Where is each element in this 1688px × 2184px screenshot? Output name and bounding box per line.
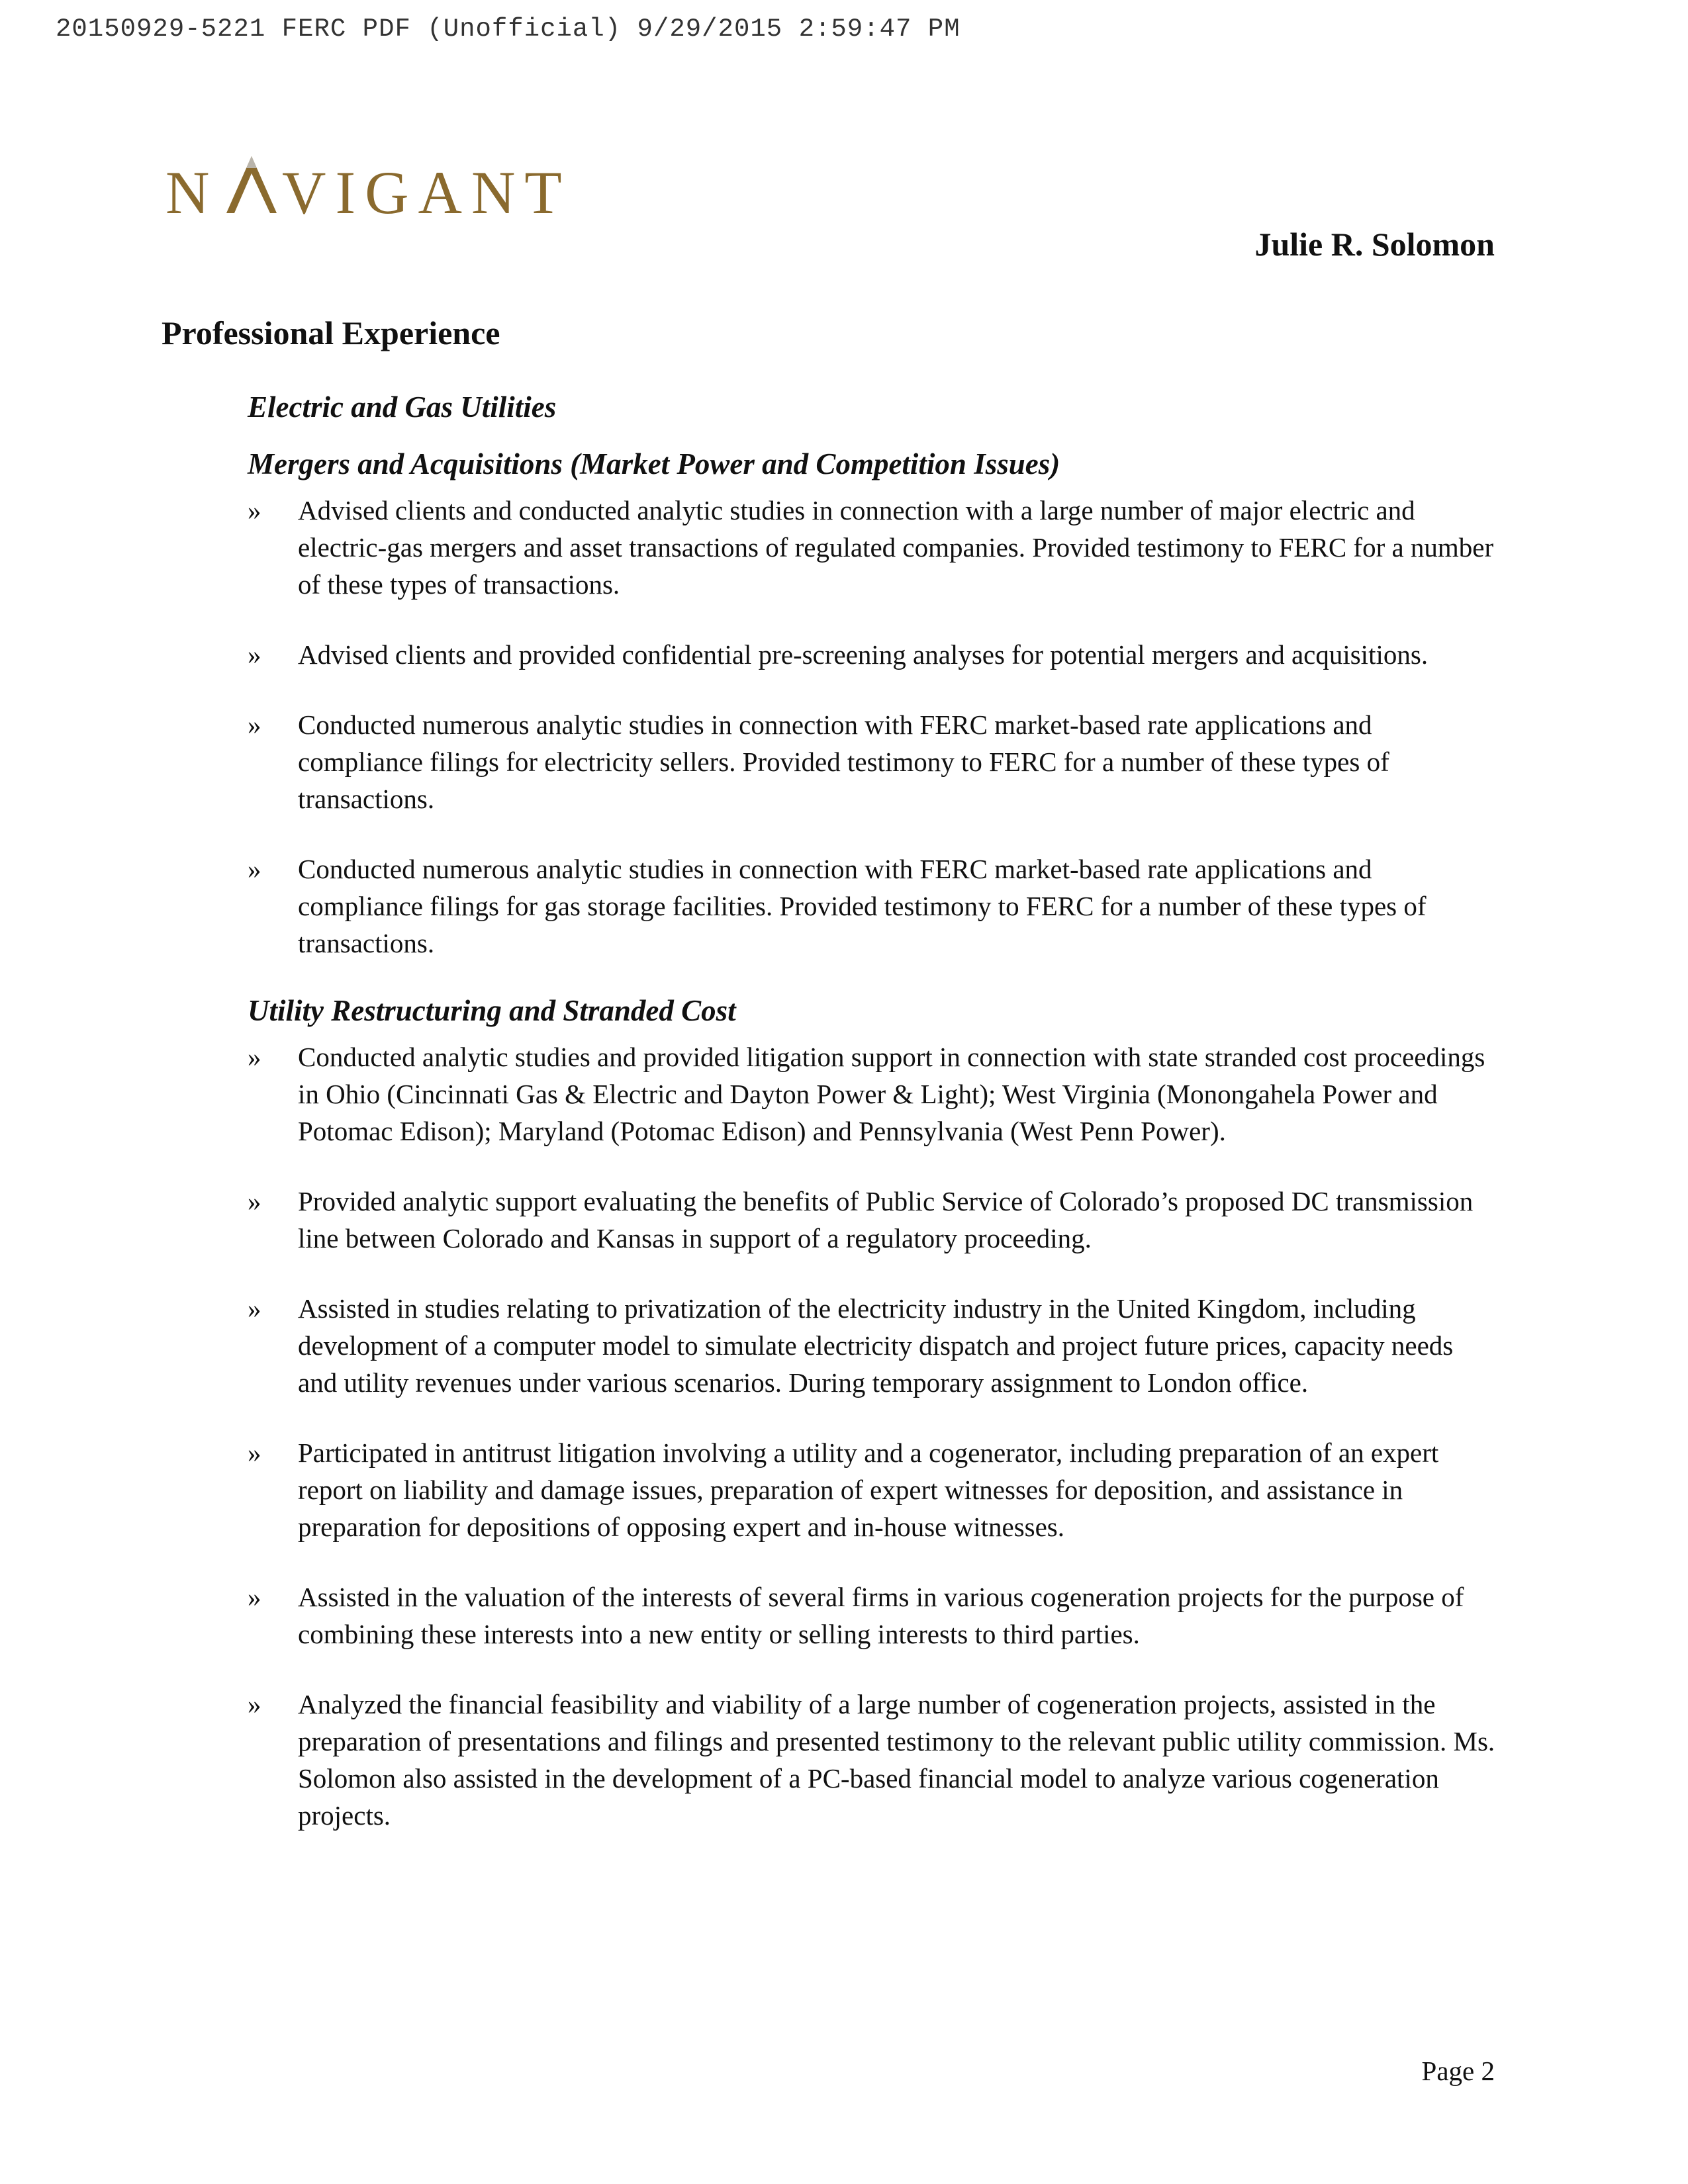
document-body <box>248 387 1499 1867</box>
list-item <box>248 1578 1499 1653</box>
bullet-marker: » <box>248 1437 261 1468</box>
navigant-logo <box>165 154 571 226</box>
bullet-marker: » <box>248 495 261 525</box>
page-number: Page 2 <box>1421 2056 1495 2086</box>
bullet-marker: » <box>248 1293 261 1324</box>
bullet-marker: » <box>248 1042 261 1072</box>
list-item <box>248 636 1499 673</box>
restructuring-list <box>248 1038 1499 1834</box>
bullet-marker: » <box>248 709 261 740</box>
mergers-list <box>248 492 1499 962</box>
list-item <box>248 1434 1499 1545</box>
list-item-text: Assisted in studies relating to privatization of the electricity industry in the United Kingdom, including development of a computer model to simulate electricity dispatch and project future prices, capacity needs and utility revenues under various scenarios. During temporary assignment to London office. <box>298 1293 1454 1398</box>
bullet-marker: » <box>248 1186 261 1216</box>
list-item-text: Conducted numerous analytic studies in connection with FERC market-based rate applications and compliance filings for gas storage facilities. Provided testimony to FERC for a number of these types of transactions. <box>298 854 1427 958</box>
list-item-text: Conducted numerous analytic studies in connection with FERC market-based rate applications and compliance filings for electricity sellers. Provided testimony to FERC for a number of these types of transactions. <box>298 709 1389 814</box>
list-item <box>248 850 1499 962</box>
list-item-text: Advised clients and provided confidential pre-screening analyses for potential mergers and acquisitions. <box>298 639 1429 670</box>
bullet-marker: » <box>248 1689 261 1719</box>
list-item-text: Analyzed the financial feasibility and viability of a large number of cogeneration projects, assisted in the preparation of presentations and filings and presented testimony to the relevant public utility commission. Ms. Solomon also assisted in the development of a PC-based financial model to analyze various cogeneration projects. <box>298 1689 1495 1831</box>
navigant-logo-mark <box>165 154 571 226</box>
svg-text:N: N <box>165 159 216 226</box>
svg-text:VIGANT: VIGANT <box>282 159 571 226</box>
list-item <box>248 706 1499 817</box>
list-item <box>248 1038 1499 1150</box>
bullet-marker: » <box>248 854 261 884</box>
list-item-text: Advised clients and conducted analytic studies in connection with a large number of major electric and electric-gas mergers and asset transactions of regulated companies. Provided testimony to FERC for a number of these types of transactions. <box>298 495 1494 600</box>
sector-heading: Electric and Gas Utilities <box>248 390 557 424</box>
list-item-text: Participated in antitrust litigation involving a utility and a cogenerator, including preparation of an expert report on liability and damage issues, preparation of expert witnesses for deposition, and assistance in preparation for depositions of opposing expert and in-house witnesses. <box>298 1437 1439 1542</box>
section-title: Professional Experience <box>162 314 500 351</box>
list-item <box>248 1183 1499 1257</box>
list-item-text: Provided analytic support evaluating the benefits of Public Service of Colorado’s proposed DC transmission line between Colorado and Kansas in support of a regulatory proceeding. <box>298 1186 1474 1253</box>
restructuring-heading: Utility Restructuring and Stranded Cost <box>248 994 736 1027</box>
list-item-text: Conducted analytic studies and provided litigation support in connection with state stranded cost proceedings in Ohio (Cincinnati Gas & Electric and Dayton Power & Light); West Virginia (Monongahela Power and Potomac Edison); Maryland (Potomac Edison) and Pennsylvania (West Penn Power). <box>298 1042 1485 1146</box>
filing-stamp: 20150929-5221 FERC PDF (Unofficial) 9/29/2015 2:59:47 PM <box>56 15 961 44</box>
bullet-marker: » <box>248 1582 261 1612</box>
bullet-marker: » <box>248 639 261 670</box>
list-item-text: Assisted in the valuation of the interests of several firms in various cogeneration projects for the purpose of combining these interests into a new entity or selling interests to third parties. <box>298 1582 1464 1649</box>
list-item <box>248 492 1499 603</box>
list-item <box>248 1290 1499 1401</box>
list-item <box>248 1686 1499 1834</box>
mergers-heading: Mergers and Acquisitions (Market Power and Competition Issues) <box>248 447 1060 480</box>
person-name: Julie R. Solomon <box>1254 226 1495 263</box>
